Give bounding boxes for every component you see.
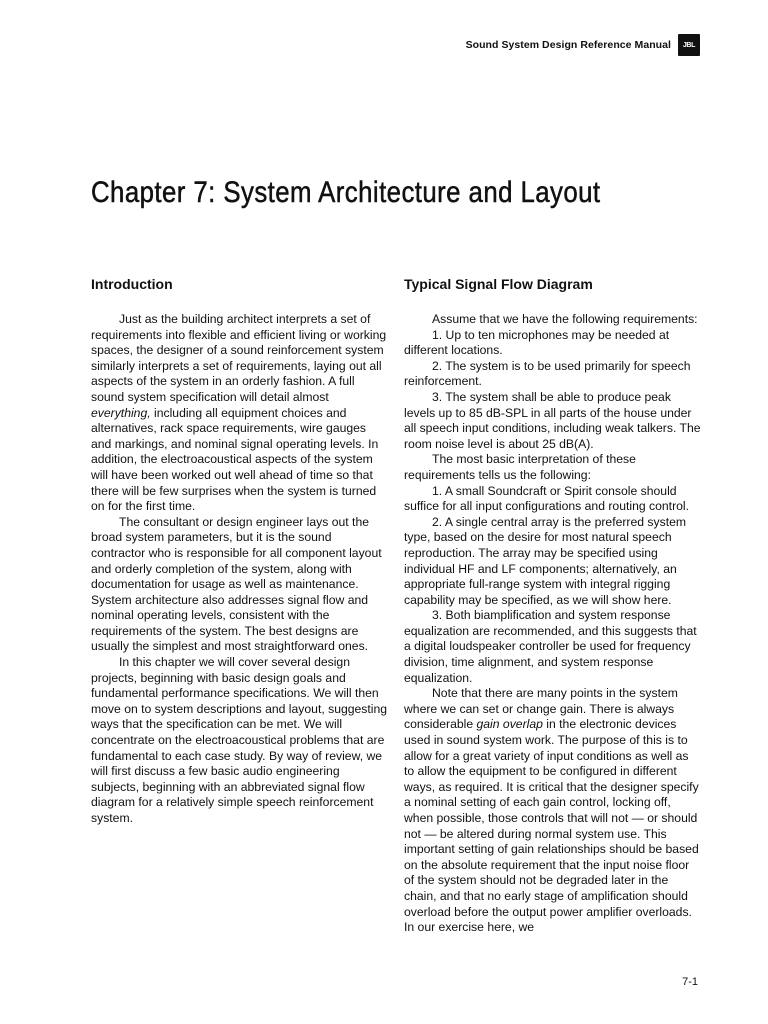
section-heading-signal-flow: Typical Signal Flow Diagram xyxy=(404,276,593,292)
running-header xyxy=(466,34,700,56)
jbl-logo: JBL xyxy=(678,34,700,56)
list-item: 1. Up to ten microphones may be needed at different locations. xyxy=(404,327,670,358)
manual-title: Sound System Design Reference Manual xyxy=(465,39,671,51)
list-item: 3. Both biamplification and system response equalization are recommended, and this suggests that a digital loudspeaker controller be used for frequency division, time alignment, and system response equalization. xyxy=(404,608,697,685)
section-heading-introduction: Introduction xyxy=(91,276,173,292)
paragraph: The consultant or design engineer lays out the broad system parameters, but it is the sound contractor who is responsible for all component layout and orderly completion of the system, along with documentation for usage as well as maintenance. System architecture also addresses signal flow and nominal operating levels, consistent with the requirements of the system. The best designs are usually the simplest and most straightforward ones. xyxy=(91,514,382,654)
right-column xyxy=(404,276,702,936)
paragraph: In this chapter we will cover several design projects, beginning with basic design goals and fundamental performance specifications. We will then move on to system descriptions and layout, suggesting ways that the specification can be met. We will concentrate on the electroacoustical problems that are fundamental to each case study. By way of review, we will first discuss a few basic audio engineering subjects, beginning with an abbreviated signal flow diagram for a relatively simple speech reinforcement system. xyxy=(91,655,388,825)
list-item: 3. The system shall be able to produce peak levels up to 85 dB-SPL in all parts of the house under all speech input conditions, including weak talkers. The room noise level is about 25 dB(A). xyxy=(404,389,701,451)
page-number: 7-1 xyxy=(682,976,698,988)
list-item: 2. The system is to be used primarily for speech reinforcement. xyxy=(404,358,691,389)
paragraph: Just as the building architect interprets a set of requirements into flexible and efficient living or working spaces, the designer of a sound reinforcement system similarly interprets a set of requirements, laying out all aspects of the system in an orderly fashion. A full sound system specification will detail almost everything, including all equipment choices and alternatives, rack space requirements, wire gauges and markings, and nominal signal operating levels. In addition, the electroacoustical aspects of the system will have been worked out well ahead of time so that there will be few surprises when the system is turned on for the first time. xyxy=(91,312,387,514)
right-column-body xyxy=(404,312,702,936)
paragraph: Note that there are many points in the system where we can set or change gain. There is always considerable gain overlap in the electronic devices used in sound system work. The purpose of this is to allow for a great variety of input conditions as well as to allow the equipment to be configured in different ways, as required. It is critical that the designer specify a nominal setting of each gain control, locking off, when possible, those controls that will not — or should not — be altered during normal system use. This important setting of gain relationships should be based on the absolute requirement that the input noise floor of the system should not be degraded later in the chain, and that no early stage of amplification should overload before the output power amplifier overloads. In our exercise here, we xyxy=(404,686,699,935)
list-item: 1. A small Soundcraft or Spirit console should suffice for all input configurations and routing control. xyxy=(404,483,689,514)
left-column xyxy=(91,276,389,827)
chapter-title: Chapter 7: System Architecture and Layout xyxy=(91,176,601,209)
list-item: 2. A single central array is the preferred system type, based on the desire for most natural speech reproduction. The array may be specified using individual HF and LF components; alternatively, an appropriate full-range system with integral rigging capability may be specified, as we will show here. xyxy=(404,514,687,607)
left-column-body xyxy=(91,312,389,827)
paragraph: Assume that we have the following requirements: xyxy=(432,312,698,326)
paragraph: The most basic interpretation of these requirements tells us the following: xyxy=(404,452,636,482)
